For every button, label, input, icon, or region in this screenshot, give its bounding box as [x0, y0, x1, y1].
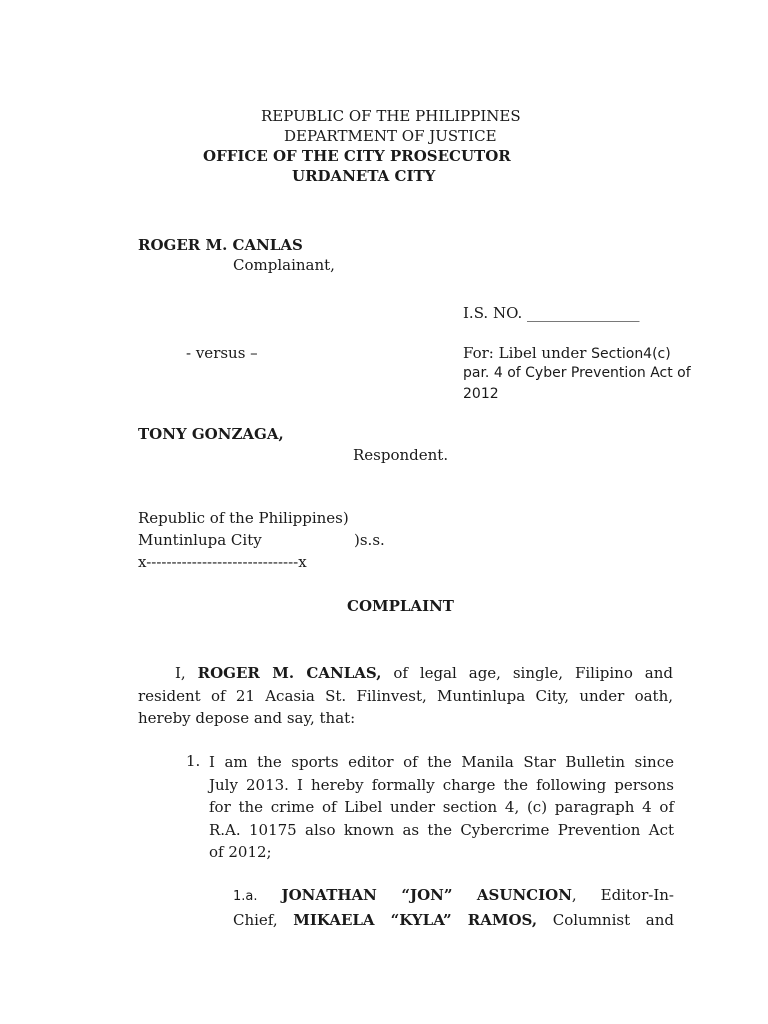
item-1a-line-1	[233, 884, 674, 909]
item-1a-name-2: MIKAELA “KYLA” RAMOS,	[293, 910, 538, 929]
header-office: OFFICE OF THE CITY PROSECUTOR	[203, 147, 511, 165]
respondent-name: TONY GONZAGA,	[138, 425, 284, 443]
item-1a-number: 1.a.	[233, 889, 258, 904]
item-1-paragraph	[209, 751, 674, 864]
charge-line-2: par. 4 of Cyber Prevention Act of	[463, 365, 691, 381]
item-1a-line-2	[233, 909, 674, 932]
header-republic: REPUBLIC OF THE PHILIPPINES	[261, 107, 521, 125]
document-title: COMPLAINT	[347, 597, 454, 615]
item-1-line-2: July 2013. I hereby formally charge the following persons	[209, 775, 674, 794]
versus-label: - versus –	[186, 344, 258, 362]
item-1-line-3: for the crime of Libel under section 4, (c) paragraph 4 of	[209, 798, 674, 816]
intro-name: ROGER M. CANLAS,	[197, 664, 382, 682]
intro-line-1	[138, 662, 673, 685]
item-1a-paragraph	[233, 884, 674, 931]
respondent-role: Respondent.	[353, 446, 449, 464]
item-1a-role-1: , Editor-In-	[571, 886, 674, 904]
intro-prefix: I,	[175, 664, 186, 682]
header-city: URDANETA CITY	[292, 167, 436, 185]
intro-paragraph	[138, 662, 673, 730]
intro-line-3: hereby depose and say, that:	[138, 709, 356, 727]
item-1-number: 1.	[186, 752, 201, 770]
header-department: DEPARTMENT OF JUSTICE	[284, 127, 497, 145]
item-1a-role-1b: Chief,	[233, 910, 278, 929]
complainant-name: ROGER M. CANLAS	[138, 236, 303, 254]
item-1-line-1: I am the sports editor of the Manila Star Bulletin since	[209, 753, 674, 771]
item-1-line-4: R.A. 10175 also known as the Cybercrime Prevention Act	[209, 820, 674, 839]
item-1a-name-1: JONATHAN “JON” ASUNCION	[281, 886, 572, 904]
charge-prefix: For: Libel under	[463, 344, 587, 362]
venue-republic: Republic of the Philippines)	[138, 509, 349, 527]
complainant-role: Complainant,	[233, 256, 335, 274]
is-number-field: I.S. NO. _______________	[463, 304, 640, 322]
item-1a-role-2: Columnist and	[552, 910, 674, 929]
venue-separator: x------------------------------x	[138, 553, 307, 571]
venue-city: Muntinlupa City	[138, 531, 262, 549]
charge-line-3: 2012	[463, 386, 499, 402]
item-1-line-5: of 2012;	[209, 843, 272, 861]
charge-line-1	[463, 344, 671, 363]
venue-ss: )s.s.	[354, 531, 385, 549]
intro-line-1-rest: of legal age, single, Filipino and	[393, 664, 673, 682]
intro-line-2: resident of 21 Acasia St. Filinvest, Muntinlupa City, under oath,	[138, 686, 673, 705]
charge-section: Section4(c)	[591, 346, 671, 362]
